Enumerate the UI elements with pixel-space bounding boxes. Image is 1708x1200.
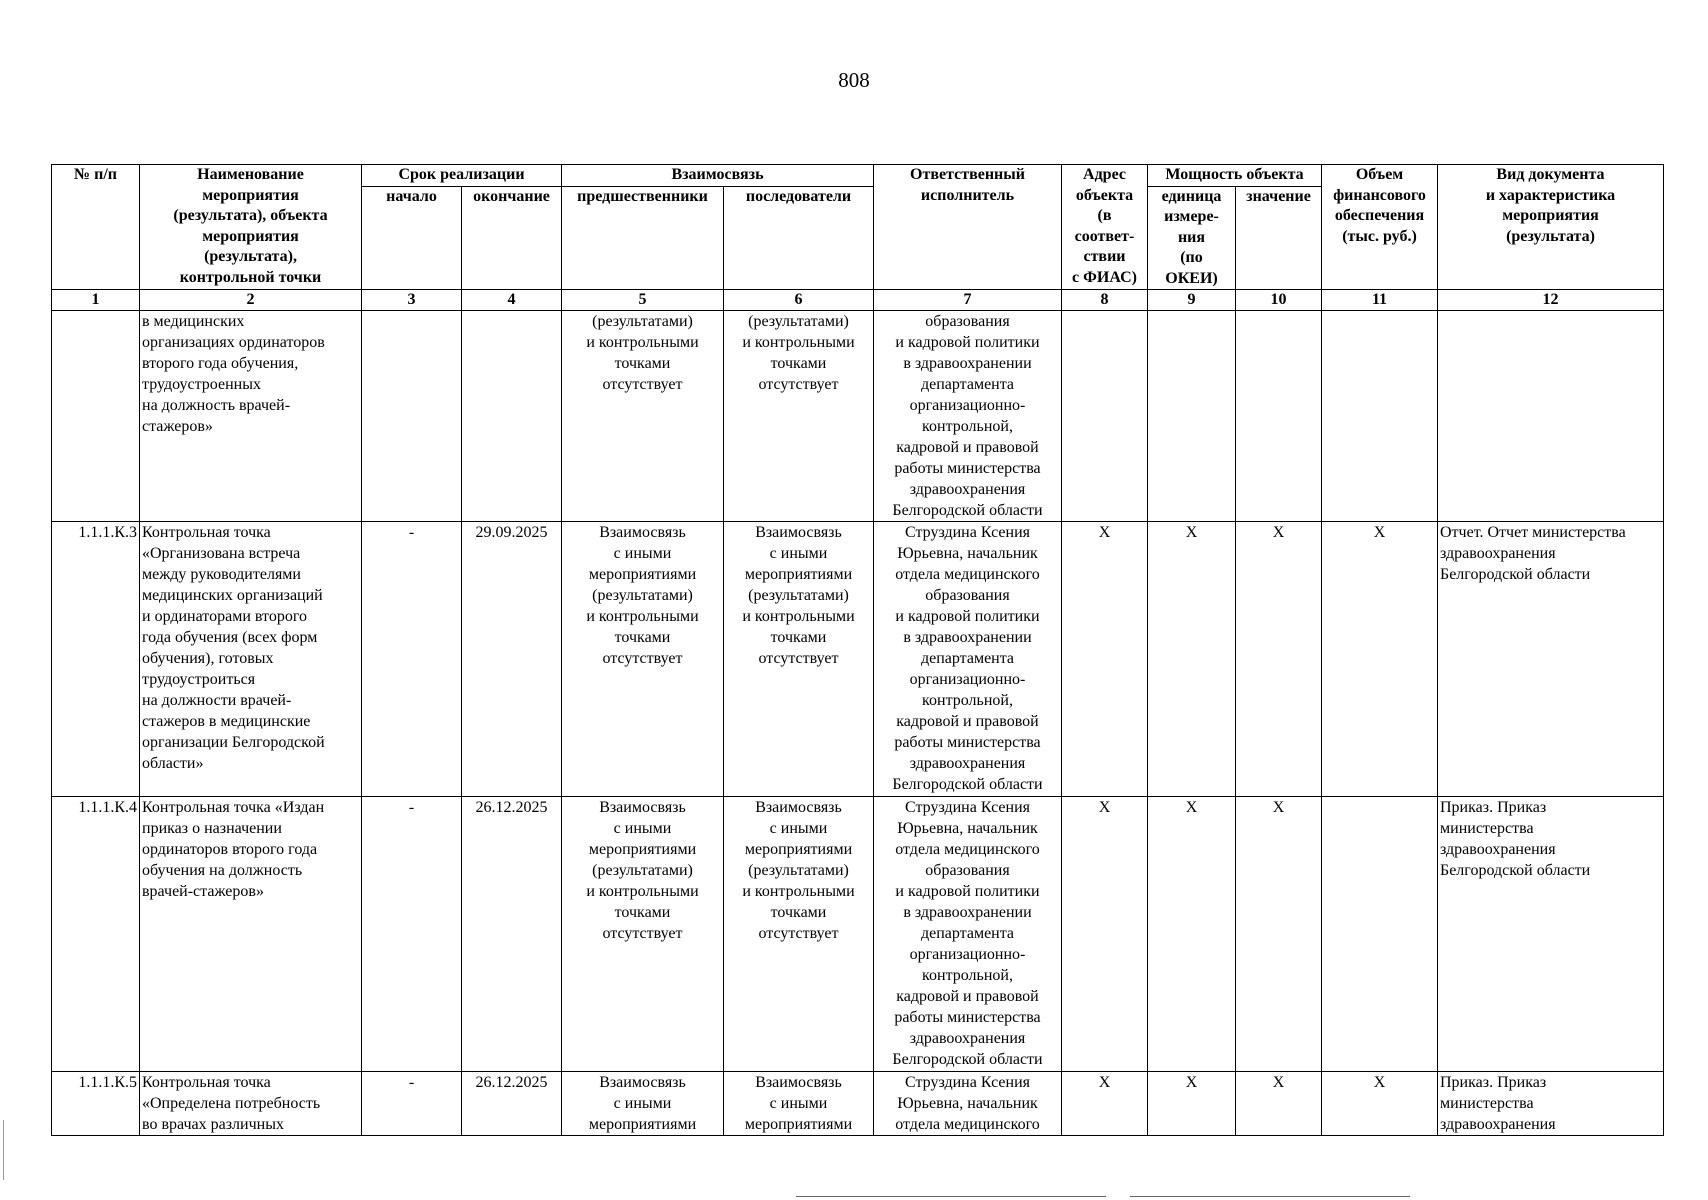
scan-margin-mark <box>3 1120 4 1180</box>
column-number: 9 <box>1148 290 1236 311</box>
col-header-name: Наименование мероприятия (результата), объекта мероприятия (результата), контрольной точки <box>140 165 362 290</box>
cell-unit <box>1148 311 1236 522</box>
cell-successors: Взаимосвязь с иными мероприятиями <box>724 1072 874 1136</box>
table-row <box>52 1072 1664 1136</box>
cell-value: X <box>1236 797 1322 1072</box>
column-number: 7 <box>874 290 1062 311</box>
column-number: 12 <box>1438 290 1664 311</box>
cell-predecessors: Взаимосвязь с иными мероприятиями <box>562 1072 724 1136</box>
column-number: 5 <box>562 290 724 311</box>
col-header-unit: единица измере- ния (по ОКЕИ) <box>1148 186 1236 290</box>
column-number: 8 <box>1062 290 1148 311</box>
cell-successors: (результатами) и контрольными точками отсутствует <box>724 311 874 522</box>
cell-start <box>362 311 462 522</box>
scan-artifact-line <box>796 1196 1106 1197</box>
table-row <box>52 522 1664 797</box>
column-number: 6 <box>724 290 874 311</box>
cell-doc: Отчет. Отчет министерства здравоохранения Белгородской области <box>1438 522 1664 797</box>
cell-end: 26.12.2025 <box>462 797 562 1072</box>
cell-num: 1.1.1.К.3 <box>52 522 140 797</box>
col-header-start: начало <box>362 186 462 290</box>
col-header-responsible: Ответственный исполнитель <box>874 165 1062 290</box>
page-number: 808 <box>838 68 870 92</box>
cell-value: X <box>1236 1072 1322 1136</box>
col-header-address: Адрес объекта (в соответ- ствии с ФИАС) <box>1062 165 1148 290</box>
cell-address <box>1062 311 1148 522</box>
cell-address: X <box>1062 797 1148 1072</box>
column-number: 1 <box>52 290 140 311</box>
cell-predecessors: Взаимосвязь с иными мероприятиями (результатами) и контрольными точками отсутствует <box>562 522 724 797</box>
cell-value: X <box>1236 522 1322 797</box>
cell-doc: Приказ. Приказ министерства здравоохранения Белгородской области <box>1438 797 1664 1072</box>
column-number-row <box>52 290 1664 311</box>
cell-unit: X <box>1148 797 1236 1072</box>
col-header-link-group: Взаимосвязь <box>562 165 874 187</box>
cell-successors: Взаимосвязь с иными мероприятиями (результатами) и контрольными точками отсутствует <box>724 797 874 1072</box>
column-number: 2 <box>140 290 362 311</box>
cell-num: 1.1.1.К.5 <box>52 1072 140 1136</box>
cell-num <box>52 311 140 522</box>
cell-end: 29.09.2025 <box>462 522 562 797</box>
scan-artifact-line <box>1130 1196 1410 1197</box>
cell-name: Контрольная точка «Издан приказ о назначении ординаторов второго года обучения на должность врачей-стажеров» <box>140 797 362 1072</box>
col-header-end: окончание <box>462 186 562 290</box>
col-header-predecessors: предшественники <box>562 186 724 290</box>
cell-finance: X <box>1322 1072 1438 1136</box>
cell-end: 26.12.2025 <box>462 1072 562 1136</box>
col-header-value: значение <box>1236 186 1322 290</box>
cell-responsible: образования и кадровой политики в здравоохранении департамента организационно- контрольной, кадровой и правовой работы министерства здравоохранения Белгородской области <box>874 311 1062 522</box>
col-header-successors: последователи <box>724 186 874 290</box>
header-row-1 <box>52 165 1664 187</box>
cell-predecessors: Взаимосвязь с иными мероприятиями (результатами) и контрольными точками отсутствует <box>562 797 724 1072</box>
cell-finance: X <box>1322 522 1438 797</box>
cell-name: в медицинских организациях ординаторов второго года обучения, трудоустроенных на должность врачей- стажеров» <box>140 311 362 522</box>
cell-finance <box>1322 797 1438 1072</box>
cell-predecessors: (результатами) и контрольными точками отсутствует <box>562 311 724 522</box>
col-header-doc: Вид документа и характеристика мероприятия (результата) <box>1438 165 1664 290</box>
cell-doc <box>1438 311 1664 522</box>
cell-value <box>1236 311 1322 522</box>
col-header-finance: Объем финансового обеспечения (тыс. руб.) <box>1322 165 1438 290</box>
column-number: 3 <box>362 290 462 311</box>
column-number: 4 <box>462 290 562 311</box>
cell-successors: Взаимосвязь с иными мероприятиями (результатами) и контрольными точками отсутствует <box>724 522 874 797</box>
table-row <box>52 797 1664 1072</box>
cell-start: - <box>362 1072 462 1136</box>
col-header-term-group: Срок реализации <box>362 165 562 187</box>
column-number: 11 <box>1322 290 1438 311</box>
cell-doc: Приказ. Приказ министерства здравоохранения <box>1438 1072 1664 1136</box>
cell-responsible: Струздина Ксения Юрьевна, начальник отдела медицинского образования и кадровой политики в здравоохранении департамента организационно- контрольной, кадровой и правовой работы министерства здравоохранения Белгородской области <box>874 522 1062 797</box>
cell-start: - <box>362 797 462 1072</box>
cell-unit: X <box>1148 1072 1236 1136</box>
cell-responsible: Струздина Ксения Юрьевна, начальник отдела медицинского <box>874 1072 1062 1136</box>
cell-address: X <box>1062 1072 1148 1136</box>
col-header-capacity-group: Мощность объекта <box>1148 165 1322 187</box>
cell-unit: X <box>1148 522 1236 797</box>
cell-end <box>462 311 562 522</box>
cell-start: - <box>362 522 462 797</box>
cell-name: Контрольная точка «Определена потребность во врачах различных <box>140 1072 362 1136</box>
column-number: 10 <box>1236 290 1322 311</box>
table-row <box>52 311 1664 522</box>
cell-name: Контрольная точка «Организована встреча между руководителями медицинских организаций и ординаторами второго года обучения (всех форм обучения), готовых трудоустроиться на должности врачей- стажеров в медицинские организации Белгородской области» <box>140 522 362 797</box>
cell-address: X <box>1062 522 1148 797</box>
cell-finance <box>1322 311 1438 522</box>
plan-table <box>51 164 1664 1136</box>
cell-responsible: Струздина Ксения Юрьевна, начальник отдела медицинского образования и кадровой политики в здравоохранении департамента организационно- контрольной, кадровой и правовой работы министерства здравоохранения Белгородской области <box>874 797 1062 1072</box>
cell-num: 1.1.1.К.4 <box>52 797 140 1072</box>
col-header-num: № п/п <box>52 165 140 290</box>
